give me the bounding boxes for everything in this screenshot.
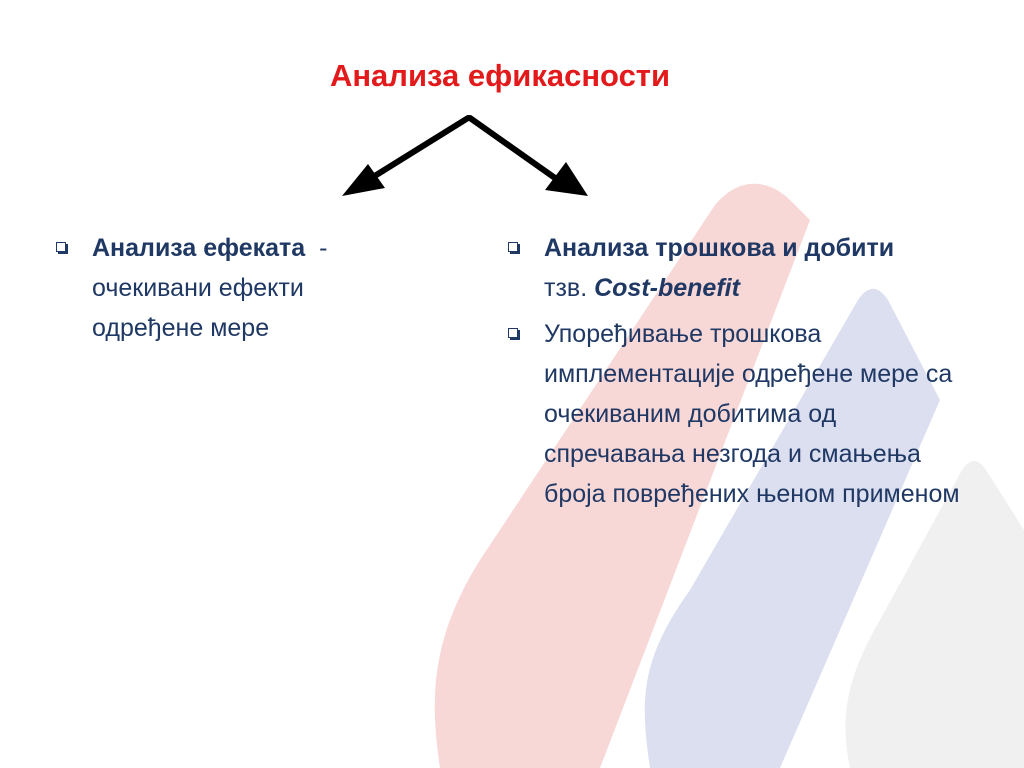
- right-bullet-cost-benefit: [508, 228, 978, 308]
- slide-title: Анализа ефикасности: [329, 58, 671, 93]
- hollow-square-bullet-icon: [508, 328, 518, 338]
- effects-dash: -: [305, 234, 328, 262]
- branch-arrows: [330, 112, 600, 207]
- hollow-square-bullet-icon: [56, 242, 66, 252]
- left-bullet-effects: [56, 228, 386, 348]
- arrow-down-right-icon: [470, 118, 588, 196]
- right-bullet-comparison: [508, 314, 978, 514]
- cost-benefit-prefix: тзв.: [544, 274, 595, 302]
- effects-analysis-heading: Анализа ефеката: [92, 234, 306, 262]
- cost-benefit-heading: Анализа трошкова и добити: [544, 234, 895, 262]
- arrow-down-left-icon: [342, 118, 468, 196]
- hollow-square-bullet-icon: [508, 242, 518, 252]
- cost-benefit-term: Cost-benefit: [594, 274, 740, 302]
- right-column: [508, 228, 978, 520]
- comparison-description: Упоређивање трошкова имплементације одређене мере са очекиваним добитима од спречавања незгода и смањења броја повређених њеном применом: [544, 320, 960, 508]
- effects-description: очекивани ефекти одређене мере: [92, 274, 304, 342]
- left-column: [56, 228, 386, 354]
